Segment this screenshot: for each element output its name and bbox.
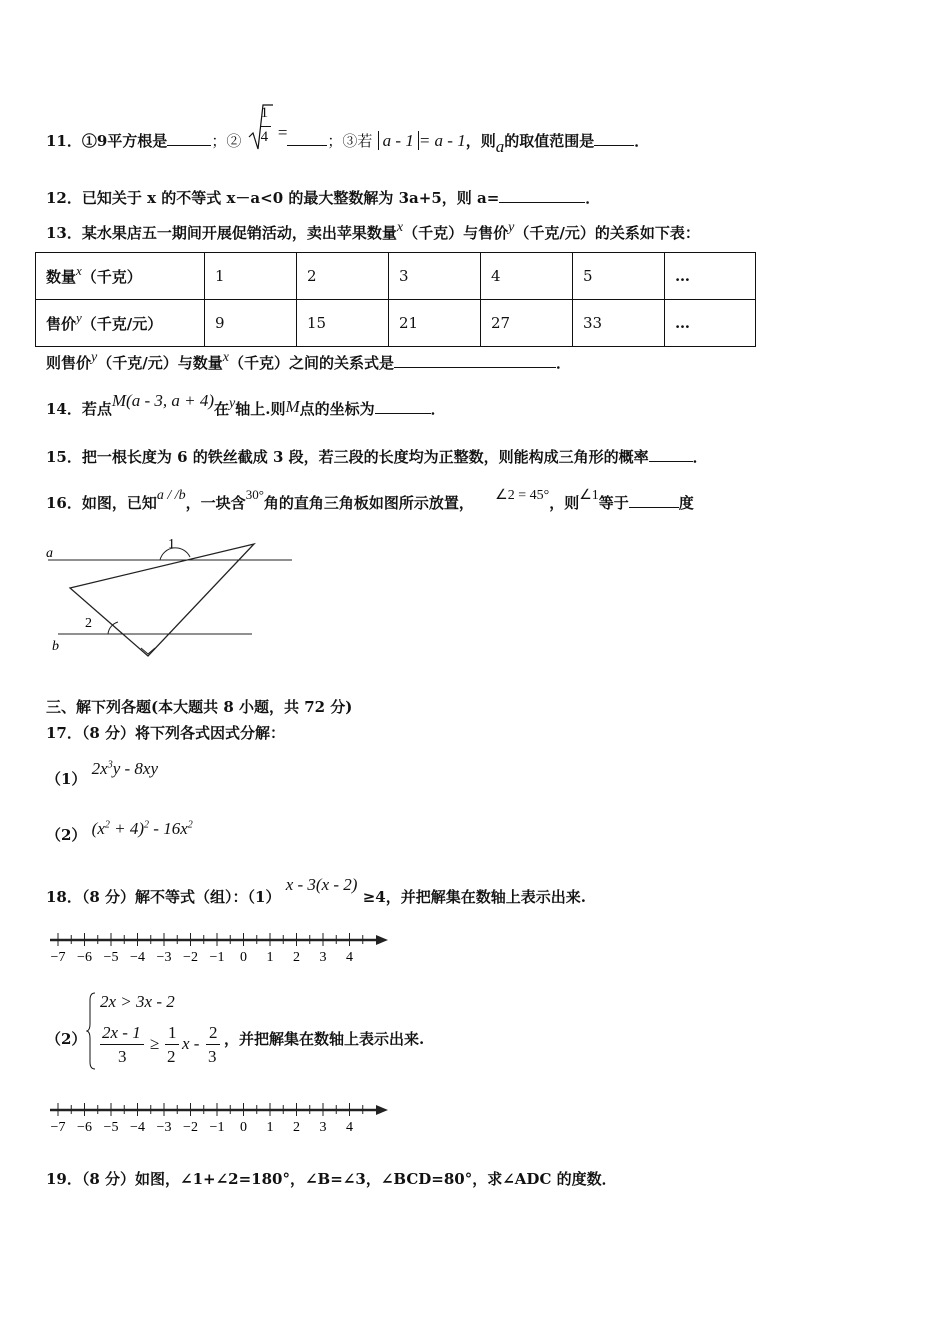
answer-blank[interactable] [287, 131, 327, 146]
table-row [36, 253, 756, 300]
tick-label: 2 [293, 950, 300, 965]
answer-blank[interactable] [375, 399, 431, 414]
question-15: 15．把一根长度为 6 的铁丝截成 3 段，若三段的长度均为正整数，则能构成三角形的概率 ． [46, 448, 708, 466]
tick-label: 4 [346, 1120, 353, 1135]
table-header-cell: 数量x（千克） [36, 253, 205, 300]
arrow-icon [376, 935, 388, 945]
question-11: 11．①9平方根是 ；② $\frac{1}{4}$ = ；③若 a - 1 = a - 1，则a的取值范围是 ． [46, 105, 650, 156]
label-a: a [46, 546, 53, 561]
table-cell: 1 [205, 253, 297, 300]
sqrt-fraction: $\frac{1}{4}$ [247, 127, 273, 157]
tick-label: −2 [183, 1120, 198, 1135]
tick-label: 1 [266, 950, 274, 965]
table-cell: 33 [573, 300, 665, 347]
tick-label: −2 [183, 950, 198, 965]
answer-blank[interactable] [499, 188, 585, 203]
tick-label: −1 [209, 1120, 225, 1135]
sqrt-icon [247, 103, 273, 153]
table-cell: 2 [297, 253, 389, 300]
answer-blank[interactable] [629, 493, 679, 508]
tick-label: 3 [319, 1120, 327, 1135]
tick-label: −1 [209, 950, 225, 965]
price-table [35, 252, 756, 347]
question-17: 17．（8 分）将下列各式因式分解： [46, 724, 286, 742]
table-cell: 21 [389, 300, 481, 347]
tick-label: 1 [266, 1120, 274, 1135]
table-cell: … [665, 300, 756, 347]
label-1: 1 [168, 537, 175, 552]
table-cell: 15 [297, 300, 389, 347]
question-18: 18．（8 分）解不等式（组）：（1） x - 3(x - 2) ≥4，并把解集在数轴上表示出来. [46, 875, 586, 906]
table-cell: 9 [205, 300, 297, 347]
triangle-figure [40, 530, 300, 660]
table-row [36, 300, 756, 347]
number-line-1 [46, 930, 396, 966]
section-heading: 三、解下列各题(本大题共 8 小题，共 72 分) [46, 698, 353, 716]
answer-blank[interactable] [167, 131, 211, 146]
tick-label: −4 [130, 950, 145, 965]
label-2: 2 [85, 616, 92, 631]
brace-icon [86, 992, 96, 1070]
question-12: 12．已知关于 x 的不等式 x－a<0 的最大整数解为 3a+5，则 a= ． [46, 189, 601, 207]
question-14: 14．若点M(a - 3, a + 4)在y轴上.则M点的坐标为 ． [46, 391, 446, 418]
question-17-part-1: （1） $2x^3y - 8xy$ [46, 759, 159, 788]
tick-label: 0 [240, 950, 247, 965]
tick-group [51, 933, 363, 965]
tick-label: −5 [103, 950, 119, 965]
tick-label: −5 [103, 1120, 119, 1135]
number-line-2 [46, 1100, 396, 1136]
angle-1-arc [160, 548, 190, 560]
tick-label: −7 [50, 950, 66, 965]
tick-label: 4 [346, 950, 353, 965]
tick-label: 0 [240, 1120, 247, 1135]
tick-label: 3 [319, 950, 327, 965]
answer-blank[interactable] [594, 131, 634, 146]
table-cell: 4 [481, 253, 573, 300]
answer-blank[interactable] [649, 447, 693, 462]
table-header-cell: 售价y（千克/元） [36, 300, 205, 347]
set-square-triangle [70, 544, 254, 656]
arrow-icon [376, 1105, 388, 1115]
tick-label: −3 [156, 950, 172, 965]
question-13: 13．某水果店五一期间开展促销活动，卖出苹果数量x（千克）与售价y（千克/元）的关系如下表： [46, 220, 700, 242]
question-19: 19．（8 分）如图，∠1+∠2=180°，∠B=∠3，∠BCD=80°，求∠ADC 的度数． [46, 1170, 617, 1188]
tick-group [51, 1103, 363, 1135]
table-cell: 3 [389, 253, 481, 300]
tick-label: −4 [130, 1120, 145, 1135]
label-b: b [52, 639, 59, 654]
table-cell: 5 [573, 253, 665, 300]
tick-label: −6 [77, 1120, 92, 1135]
question-17-part-2: （2） $(x^2 + 4)^2 - 16x^2$ [46, 819, 193, 844]
tick-label: −7 [50, 1120, 66, 1135]
answer-blank[interactable] [394, 353, 556, 368]
question-16: 16．如图，已知a / /b，一块含30°角的直角三角板如图所示放置， ∠2 = 45°，则∠1等于 度 [46, 487, 694, 512]
question-13-prompt: 则售价y（千克/元）与数量x（千克）之间的关系式是 ． [46, 350, 571, 372]
tick-label: 2 [293, 1120, 300, 1135]
tick-label: −6 [77, 950, 92, 965]
tick-label: −3 [156, 1120, 172, 1135]
table-cell: 27 [481, 300, 573, 347]
table-cell: … [665, 253, 756, 300]
